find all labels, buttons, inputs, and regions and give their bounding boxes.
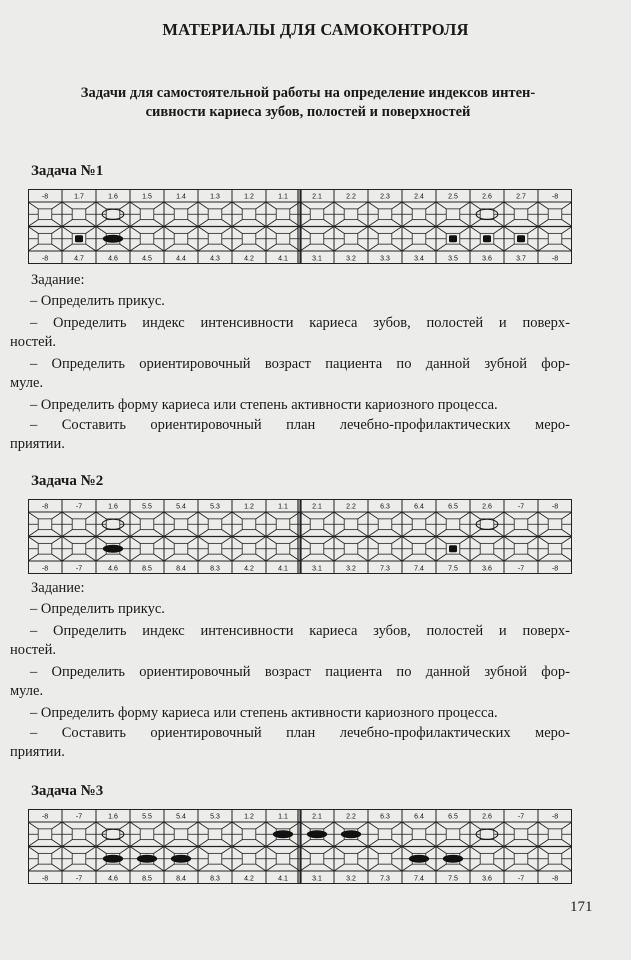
tooth-number-upper: 6.4 (414, 503, 424, 511)
tooth-number-lower: 4.5 (142, 255, 152, 263)
tooth-number-lower: -7 (517, 875, 525, 883)
tooth-number-lower: -8 (551, 565, 559, 573)
tooth-number-upper: 2.1 (312, 813, 322, 821)
tooth-number-lower: 7.3 (380, 565, 390, 573)
caries-marker (137, 855, 157, 863)
assignment-item-cont: ностей. (10, 334, 56, 350)
assignment-label: Задание: (31, 580, 85, 596)
tooth-number-upper: 1.2 (244, 813, 254, 821)
tooth-number-upper: 2.5 (448, 193, 458, 201)
page-title: МАТЕРИАЛЫ ДЛЯ САМОКОНТРОЛЯ (162, 20, 469, 39)
tooth-number-lower: 4.1 (278, 875, 288, 883)
task-1-dental-chart (28, 189, 572, 264)
tooth-number-lower: 3.2 (346, 255, 356, 263)
tooth-number-lower: 4.1 (278, 565, 288, 573)
assignment-item-cont: муле. (10, 375, 44, 391)
caries-marker (409, 855, 429, 863)
tooth-number-lower: 8.3 (210, 565, 220, 573)
tooth-number-upper: 5.4 (176, 503, 186, 511)
tooth-number-upper: 1.1 (278, 193, 288, 201)
tooth-number-lower: -8 (551, 255, 559, 263)
tooth-number-lower: 3.6 (482, 565, 492, 573)
tooth-number-lower: 4.2 (244, 875, 254, 883)
assignment-item: – Определить индекс интенсивности кариеса зубов, полостей и поверх- (30, 623, 570, 639)
section-subtitle (28, 84, 588, 122)
task-2-dental-chart (28, 499, 572, 574)
tooth-number-lower: 7.5 (448, 565, 458, 573)
tooth-number-lower: 8.4 (176, 875, 186, 883)
tooth-number-upper: 6.4 (414, 813, 424, 821)
page-number: 171 (570, 899, 593, 915)
assignment-item-cont: ностей. (10, 642, 56, 658)
tooth-number-upper: 6.5 (448, 813, 458, 821)
tooth-number-lower: 3.5 (448, 255, 458, 263)
tooth-number-lower: 3.1 (312, 875, 322, 883)
tooth-number-upper: 2.3 (380, 193, 390, 201)
caries-marker (449, 545, 457, 552)
tooth-number-upper: -7 (75, 503, 83, 511)
tooth-number-lower: -8 (41, 875, 49, 883)
tooth-number-upper: 1.6 (108, 813, 118, 821)
tooth-number-lower: 3.3 (380, 255, 390, 263)
tooth-number-upper: 5.5 (142, 813, 152, 821)
tooth-number-upper: 2.6 (482, 193, 492, 201)
tooth-number-upper: 2.1 (312, 503, 322, 511)
assignment-item-cont: приятии. (10, 436, 65, 452)
tooth-number-lower: 3.1 (312, 565, 322, 573)
subtitle-line-1: Задачи для самостоятельной работы на определение индексов интен- (80, 85, 536, 101)
assignment-item: – Определить прикус. (30, 601, 165, 617)
task-3-title: Задача №3 (31, 783, 104, 799)
tooth-number-upper: 1.3 (210, 193, 220, 201)
tooth-number-lower: 4.1 (278, 255, 288, 263)
tooth-number-lower: 3.4 (414, 255, 424, 263)
tooth-number-lower: 3.2 (346, 875, 356, 883)
caries-marker (517, 235, 525, 242)
caries-marker (449, 235, 457, 242)
tooth-number-upper: 6.3 (380, 813, 390, 821)
task-3-dental-chart (28, 809, 572, 884)
tooth-number-upper: 1.1 (278, 813, 288, 821)
tooth-number-lower: -7 (75, 565, 83, 573)
tooth-number-upper: 5.3 (210, 813, 220, 821)
caries-marker (103, 855, 123, 863)
tooth-number-lower: 3.7 (516, 255, 526, 263)
tooth-number-upper: 2.6 (482, 813, 492, 821)
assignment-item-cont: муле. (10, 683, 44, 699)
tooth-number-lower: -8 (551, 875, 559, 883)
tooth-number-upper: -8 (41, 503, 49, 511)
tooth-number-lower: 7.3 (380, 875, 390, 883)
tooth-number-upper: 1.5 (142, 193, 152, 201)
tooth-number-upper: 5.3 (210, 503, 220, 511)
tooth-number-lower: -8 (41, 255, 49, 263)
tooth-number-lower: 4.6 (108, 565, 118, 573)
tooth-number-upper: 1.1 (278, 503, 288, 511)
assignment-item: – Составить ориентировочный план лечебно-профилактических меро- (30, 417, 570, 433)
tooth-number-upper: 1.4 (176, 193, 186, 201)
tooth-number-upper: 1.7 (74, 193, 84, 201)
tooth-number-lower: 4.6 (108, 875, 118, 883)
tooth-number-upper: 2.6 (482, 503, 492, 511)
caries-marker (171, 855, 191, 863)
tooth-number-lower: -8 (41, 565, 49, 573)
tooth-number-upper: -7 (517, 813, 525, 821)
assignment-item: – Определить ориентировочный возраст пациента по данной зубной фор- (30, 356, 570, 372)
caries-marker (75, 235, 83, 242)
caries-marker (103, 545, 123, 553)
caries-marker (483, 235, 491, 242)
tooth-number-upper: 1.6 (108, 193, 118, 201)
tooth-number-lower: 4.2 (244, 255, 254, 263)
assignment-label: Задание: (31, 272, 85, 288)
assignment-item: – Составить ориентировочный план лечебно-профилактических меро- (30, 725, 570, 741)
tooth-number-lower: 8.5 (142, 565, 152, 573)
task-2-title: Задача №2 (31, 473, 104, 489)
tooth-number-upper: -8 (41, 813, 49, 821)
tooth-number-lower: 7.4 (414, 875, 424, 883)
caries-marker (341, 830, 361, 838)
assignment-item: – Определить прикус. (30, 293, 165, 309)
tooth-number-lower: -7 (75, 875, 83, 883)
tooth-number-upper: 6.3 (380, 503, 390, 511)
tooth-number-lower: 3.1 (312, 255, 322, 263)
tooth-number-lower: 4.6 (108, 255, 118, 263)
tooth-number-upper: 1.6 (108, 503, 118, 511)
tooth-number-lower: 4.7 (74, 255, 84, 263)
assignment-item: – Определить индекс интенсивности кариеса зубов, полостей и поверх- (30, 315, 570, 331)
tooth-number-upper: 6.5 (448, 503, 458, 511)
caries-marker (273, 830, 293, 838)
assignment-item: – Определить ориентировочный возраст пациента по данной зубной фор- (30, 664, 570, 680)
tooth-number-lower: 3.6 (482, 255, 492, 263)
tooth-number-upper: -7 (75, 813, 83, 821)
tooth-number-upper: 2.2 (346, 813, 356, 821)
tooth-number-upper: -8 (551, 503, 559, 511)
tooth-number-upper: -7 (517, 503, 525, 511)
tooth-number-upper: -8 (551, 193, 559, 201)
tooth-number-upper: 2.2 (346, 193, 356, 201)
caries-marker (307, 830, 327, 838)
tooth-number-lower: 8.3 (210, 875, 220, 883)
tooth-number-upper: 5.4 (176, 813, 186, 821)
tooth-number-lower: 4.3 (210, 255, 220, 263)
assignment-item: – Определить форму кариеса или степень активности кариозного процесса. (30, 705, 498, 721)
tooth-number-lower: -7 (517, 565, 525, 573)
task-1-title: Задача №1 (31, 163, 104, 179)
assignment-item: – Определить форму кариеса или степень активности кариозного процесса. (30, 397, 498, 413)
tooth-number-lower: 4.4 (176, 255, 186, 263)
tooth-number-lower: 7.5 (448, 875, 458, 883)
tooth-number-upper: 2.2 (346, 503, 356, 511)
tooth-number-lower: 4.2 (244, 565, 254, 573)
tooth-number-lower: 3.6 (482, 875, 492, 883)
caries-marker (103, 235, 123, 243)
tooth-number-upper: 2.4 (414, 193, 424, 201)
tooth-number-lower: 7.4 (414, 565, 424, 573)
tooth-number-upper: 1.2 (244, 503, 254, 511)
tooth-number-upper: -8 (41, 193, 49, 201)
tooth-number-upper: 1.2 (244, 193, 254, 201)
tooth-number-upper: 5.5 (142, 503, 152, 511)
tooth-number-lower: 8.4 (176, 565, 186, 573)
caries-marker (443, 855, 463, 863)
tooth-number-lower: 8.5 (142, 875, 152, 883)
tooth-number-upper: 2.7 (516, 193, 526, 201)
subtitle-line-2: сивности кариеса зубов, полостей и поверхностей (145, 104, 471, 120)
tooth-number-lower: 3.2 (346, 565, 356, 573)
tooth-number-upper: -8 (551, 813, 559, 821)
tooth-number-upper: 2.1 (312, 193, 322, 201)
assignment-item-cont: приятии. (10, 744, 65, 760)
